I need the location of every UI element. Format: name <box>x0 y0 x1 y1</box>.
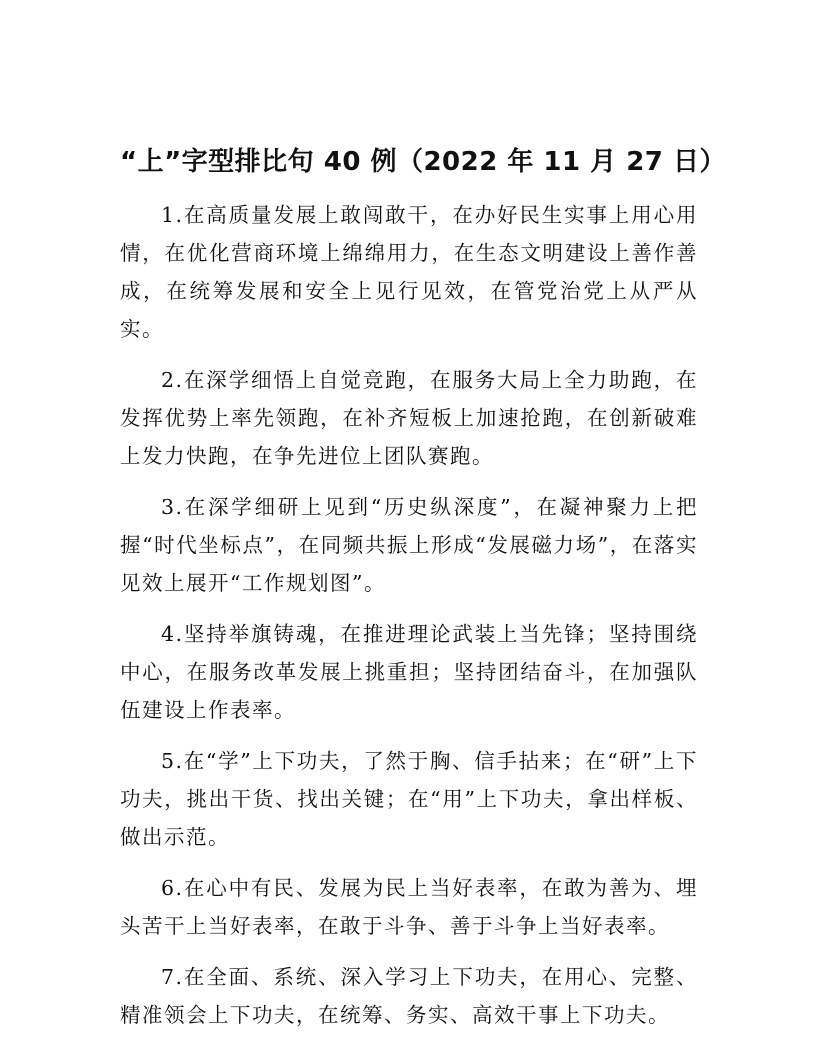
paragraph-6: 6.在心中有民、发展为民上当好表率，在敢为善为、埋头苦干上当好表率，在敢于斗争、善于斗争上当好表率。 <box>120 876 698 938</box>
paragraph-3: 3.在深学细研上见到“历史纵深度”，在凝神聚力上把握“时代坐标点”，在同频共振上形成“发展磁力场”，在落实见效上展开“工作规划图”。 <box>120 495 698 595</box>
paragraph-7: 7.在全面、系统、深入学习上下功夫，在用心、完整、精准领会上下功夫，在统筹、务实、高效干事上下功夫。 <box>120 965 698 1027</box>
document-title: “上”字型排比句 40 例（2022 年 11 月 27 日） <box>120 147 726 177</box>
paragraph-1: 1.在高质量发展上敢闯敢干，在办好民生实事上用心用情，在优化营商环境上绵绵用力，在生态文明建设上善作善成，在统筹发展和安全上见行见效，在管党治党上从严从实。 <box>120 203 698 341</box>
paragraph-4: 4.坚持举旗铸魂，在推进理论武装上当先锋；坚持围绕中心，在服务改革发展上挑重担；坚持团结奋斗，在加强队伍建设上作表率。 <box>120 622 698 722</box>
paragraph-2: 2.在深学细悟上自觉竞跑，在服务大局上全力助跑，在发挥优势上率先领跑，在补齐短板上加速抢跑，在创新破难上发力快跑，在争先进位上团队赛跑。 <box>120 368 698 468</box>
paragraph-5: 5.在“学”上下功夫，了然于胸、信手拈来；在“研”上下功夫，挑出干货、找出关键；在“用”上下功夫，拿出样板、做出示范。 <box>120 749 698 849</box>
